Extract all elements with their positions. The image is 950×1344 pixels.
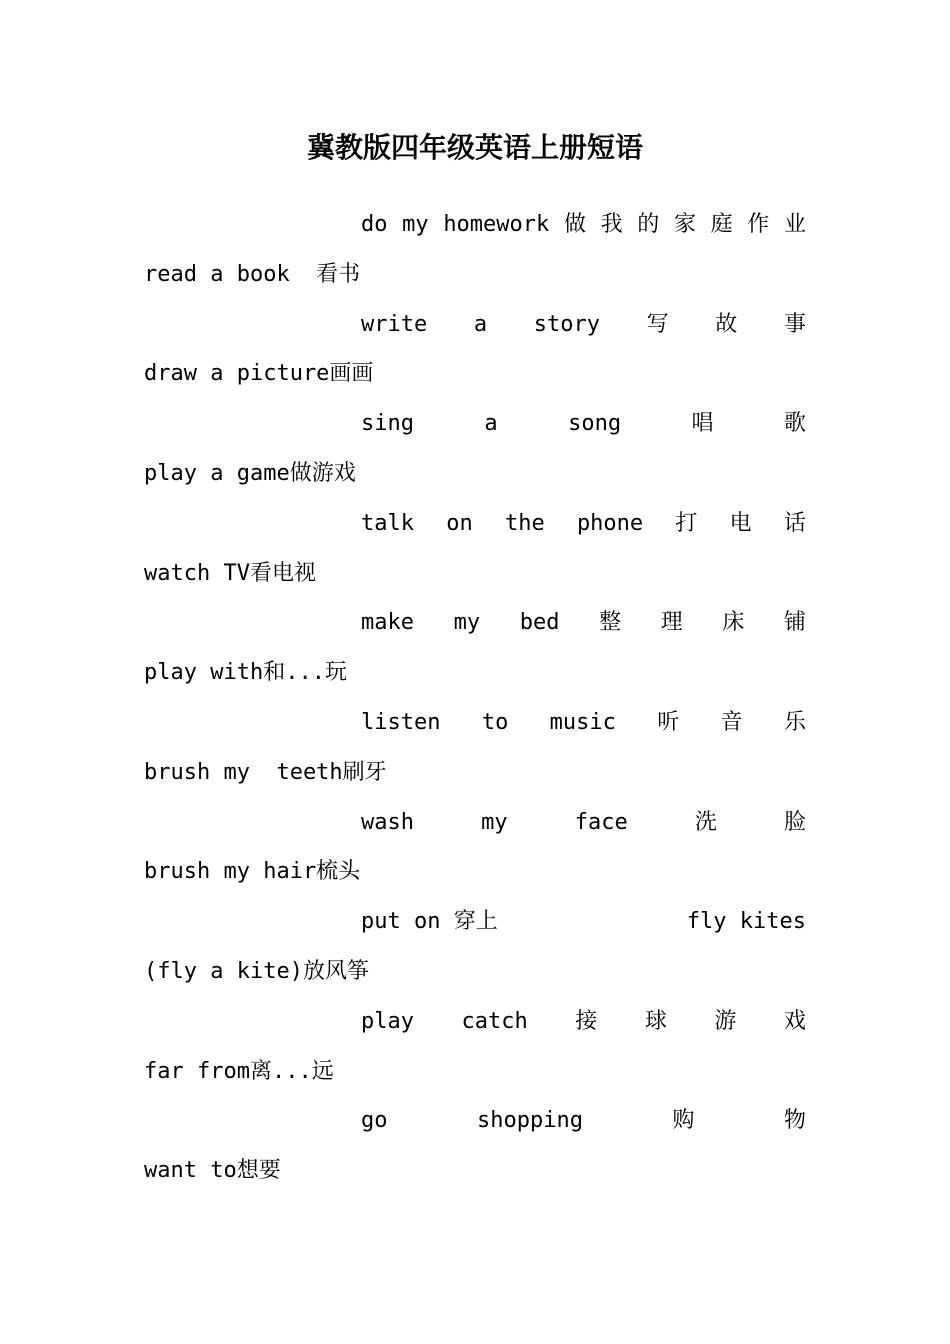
phrase-word: 歌 <box>783 411 806 437</box>
phrase-text: watch TV看电视 <box>144 560 316 586</box>
phrase-line <box>144 200 806 250</box>
phrase-word: 作 <box>747 212 770 237</box>
phrase-word: bed <box>519 610 560 636</box>
phrase-text: brush my teeth刷牙 <box>144 759 387 785</box>
phrase-word: 话 <box>783 510 806 536</box>
phrase-word: 乐 <box>783 709 806 735</box>
phrase-word: on <box>446 510 473 536</box>
phrase-line <box>144 847 806 897</box>
phrase-line <box>144 549 806 599</box>
phrase-line <box>144 399 806 449</box>
phrase-word: fly kites <box>686 909 806 935</box>
phrase-word: phone <box>576 510 644 536</box>
phrase-text: read a book 看书 <box>144 261 361 287</box>
phrase-word: 打 <box>675 510 698 536</box>
phrase-word: 戏 <box>783 1008 806 1034</box>
phrase-text: far from离...远 <box>144 1058 334 1084</box>
phrase-word: catch <box>461 1008 528 1034</box>
phrase-word: 整 <box>599 610 622 636</box>
phrase-line <box>144 897 806 947</box>
phrase-word: 购 <box>672 1108 695 1134</box>
phrase-word: 球 <box>644 1008 667 1034</box>
phrase-line <box>144 1146 806 1196</box>
phrase-word: 洗 <box>694 809 717 835</box>
phrase-word: a <box>484 411 498 437</box>
phrase-word: song <box>568 411 622 437</box>
phrase-word: write <box>361 311 428 337</box>
phrase-word: 唱 <box>691 411 714 437</box>
phrase-text: play with和...玩 <box>144 660 347 686</box>
phrase-word: 写 <box>646 311 669 337</box>
phrase-word: go <box>361 1108 388 1134</box>
phrase-list <box>144 200 806 1196</box>
phrase-word: 事 <box>783 311 806 337</box>
phrase-text: (fly a kite)放风筝 <box>144 958 369 984</box>
phrase-word: 故 <box>715 311 738 337</box>
phrase-text: draw a picture画画 <box>144 361 374 387</box>
phrase-word: 庭 <box>710 212 733 237</box>
phrase-word: 床 <box>722 610 745 636</box>
page-title: 冀教版四年级英语上册短语 <box>306 131 643 164</box>
phrase-word: homework <box>443 212 550 237</box>
phrase-word: 物 <box>783 1108 806 1134</box>
phrase-word: 接 <box>575 1008 598 1034</box>
phrase-word: 理 <box>660 610 683 636</box>
phrase-text: brush my hair梳头 <box>144 859 361 885</box>
phrase-word: face <box>574 809 628 835</box>
phrase-line <box>144 1047 806 1097</box>
phrase-word: 电 <box>729 510 752 536</box>
phrase-word: 音 <box>720 709 743 735</box>
phrase-word: put on 穿上 <box>361 909 498 935</box>
phrase-line <box>144 1096 806 1146</box>
phrase-line <box>144 499 806 549</box>
phrase-word: listen <box>361 709 441 735</box>
phrase-line <box>144 698 806 748</box>
phrase-word: 脸 <box>783 809 806 835</box>
phrase-word: play <box>361 1008 414 1034</box>
phrase-word: the <box>504 510 545 536</box>
phrase-word: shopping <box>477 1108 583 1134</box>
phrase-word: 我 <box>600 212 623 237</box>
phrase-word: make <box>361 610 414 636</box>
phrase-word: 家 <box>673 212 696 237</box>
phrase-word: sing <box>361 411 414 437</box>
phrase-word: story <box>533 311 600 337</box>
phrase-line <box>144 748 806 798</box>
phrase-word: 业 <box>783 212 806 237</box>
phrase-text: want to想要 <box>144 1158 281 1184</box>
phrase-word: 做 <box>563 212 586 237</box>
phrase-word: my <box>402 212 429 237</box>
phrase-word: 游 <box>714 1008 737 1034</box>
phrase-word: to <box>481 709 509 735</box>
phrase-line <box>144 997 806 1047</box>
phrase-word: wash <box>361 809 414 835</box>
phrase-word: 听 <box>657 709 680 735</box>
phrase-line <box>144 798 806 848</box>
phrase-word: 的 <box>637 212 660 237</box>
phrase-line <box>144 250 806 300</box>
phrase-word: my <box>481 809 508 835</box>
phrase-line <box>144 300 806 350</box>
phrase-line <box>144 598 806 648</box>
phrase-word: a <box>473 311 488 337</box>
phrase-text: play a game做游戏 <box>144 460 356 486</box>
phrase-word: 铺 <box>783 610 806 636</box>
phrase-line <box>144 947 806 997</box>
phrase-word: do <box>361 212 388 237</box>
phrase-line <box>144 449 806 499</box>
phrase-word: my <box>453 610 481 636</box>
phrase-word: talk <box>361 510 414 536</box>
phrase-line <box>144 648 806 698</box>
phrase-word: music <box>549 709 616 735</box>
phrase-line <box>144 349 806 399</box>
